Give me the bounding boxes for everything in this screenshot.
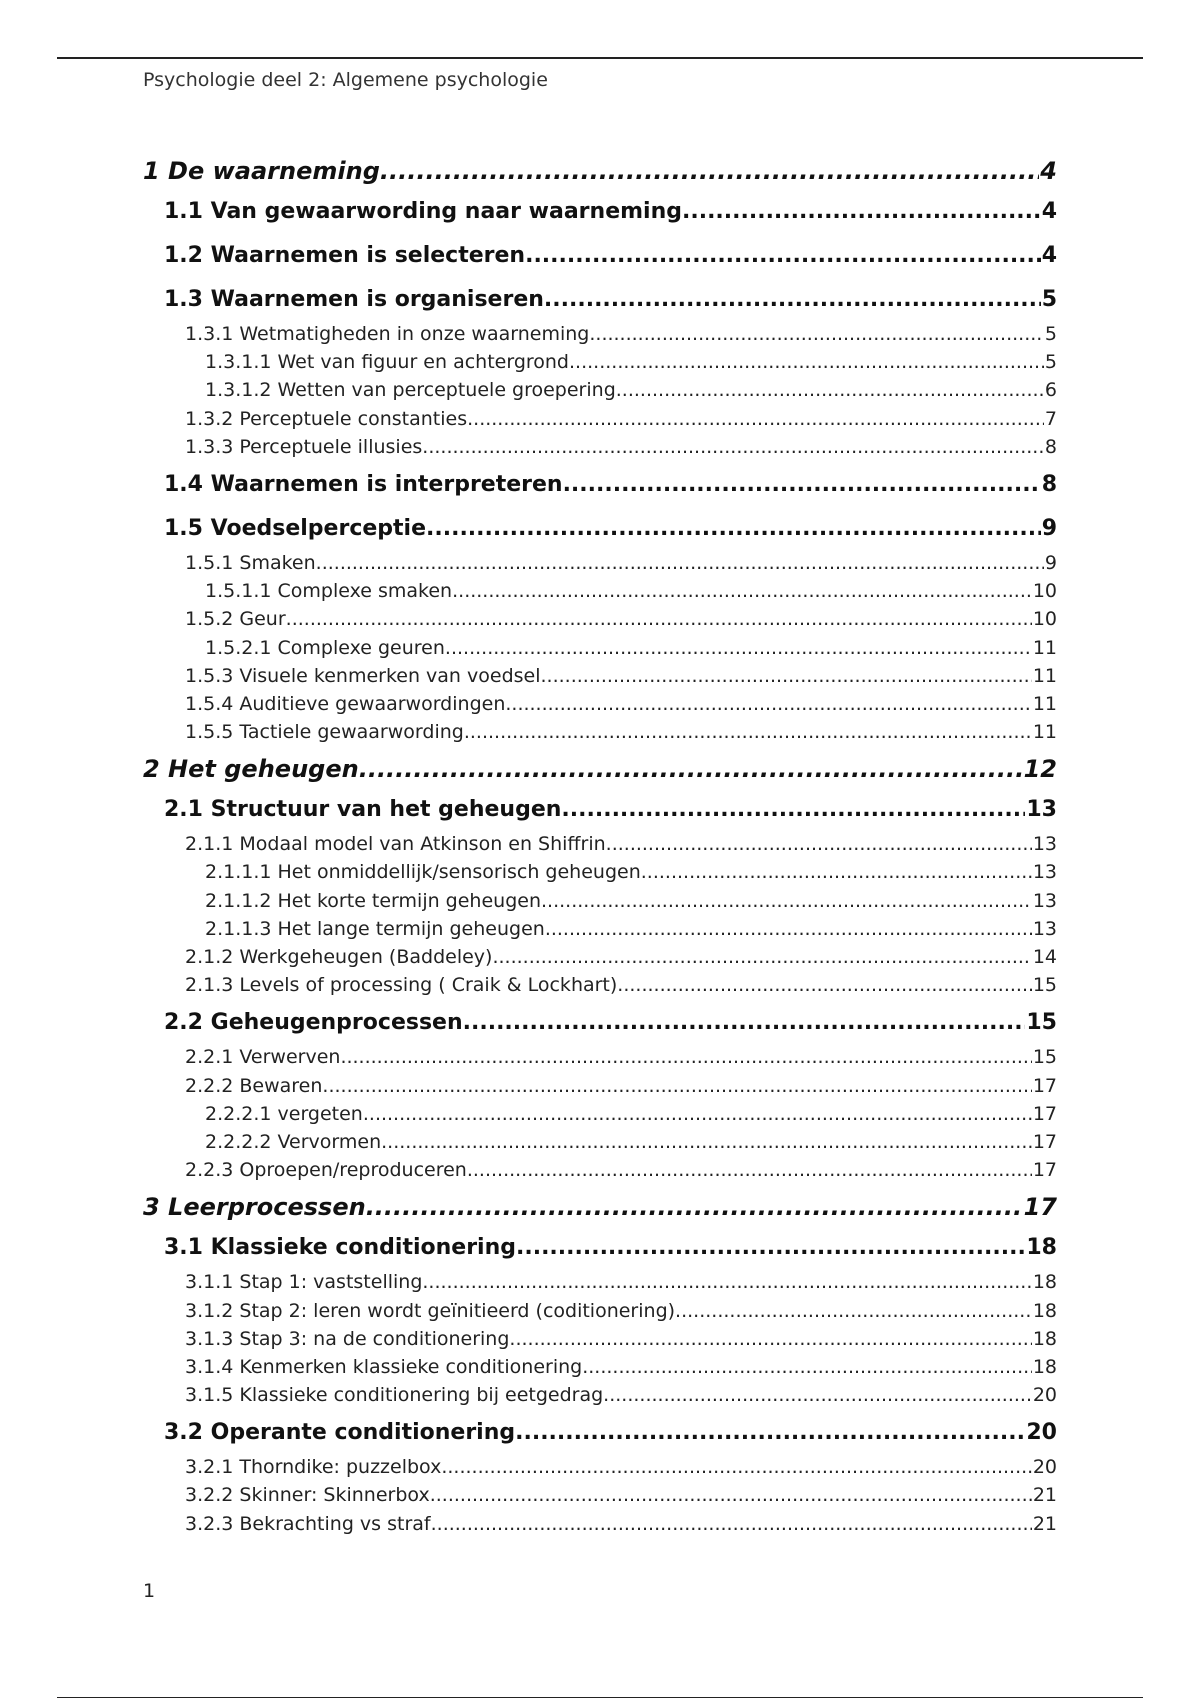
- toc-entry-leader: [603, 1381, 1032, 1409]
- toc-entry-page: 17: [1023, 1193, 1057, 1222]
- toc-entry-title: 3.2.3 Bekrachting vs straf: [185, 1512, 431, 1535]
- toc-entry-level-2[interactable]: [143, 1003, 1057, 1043]
- toc-entry-title: 3.2 Operante conditionering: [164, 1420, 516, 1446]
- toc-entry-page: 13: [1032, 917, 1057, 940]
- toc-entry-level-3[interactable]: [143, 662, 1057, 690]
- toc-entry-level-3[interactable]: [143, 1268, 1057, 1296]
- toc-entry-level-2[interactable]: [143, 236, 1057, 276]
- toc-entry-leader: [525, 236, 1041, 276]
- toc-entry-leader: [430, 1481, 1032, 1509]
- toc-entry-page: 11: [1032, 721, 1057, 744]
- toc-entry-title: 1.3.3 Perceptuele illusies: [185, 435, 423, 458]
- toc-entry-level-1[interactable]: [143, 748, 1057, 790]
- toc-entry-page: 15: [1032, 1046, 1057, 1069]
- toc-entry-page: 13: [1032, 861, 1057, 884]
- toc-entry-title: 2.2.2 Bewaren: [185, 1074, 323, 1097]
- toc-entry-page: 10: [1032, 608, 1057, 631]
- toc-entry-leader: [445, 634, 1032, 662]
- toc-entry-page: 15: [1026, 1010, 1057, 1036]
- toc-entry-page: 17: [1032, 1102, 1057, 1125]
- toc-entry-page: 18: [1032, 1355, 1057, 1378]
- toc-entry-level-1[interactable]: [143, 1186, 1057, 1228]
- toc-entry-leader: [426, 509, 1041, 549]
- toc-entry-title: 2.2.3 Oproepen/reproduceren: [185, 1159, 467, 1182]
- toc-entry-page: 10: [1032, 580, 1057, 603]
- toc-entry-level-3[interactable]: [143, 971, 1057, 999]
- toc-entry-title: 1.3 Waarnemen is organiseren: [164, 287, 544, 312]
- toc-entry-level-3[interactable]: [143, 1297, 1057, 1325]
- toc-entry-page: 17: [1032, 1159, 1057, 1182]
- toc-entry-level-3[interactable]: [143, 1156, 1057, 1184]
- toc-entry-page: 13: [1026, 797, 1057, 823]
- toc-entry-level-4[interactable]: [143, 858, 1057, 886]
- toc-entry-leader: [422, 1268, 1031, 1296]
- toc-entry-level-2[interactable]: [143, 1228, 1057, 1268]
- toc-entry-level-4[interactable]: [143, 887, 1057, 915]
- toc-entry-page: 14: [1032, 946, 1057, 968]
- header-rule: [57, 57, 1143, 59]
- toc-entry-title: 2.2 Geheugenprocessen: [164, 1010, 463, 1036]
- toc-entry-title: 1.3.1.2 Wetten van perceptuele groepering: [205, 379, 616, 402]
- toc-entry-level-3[interactable]: [143, 320, 1057, 348]
- toc-entry-leader: [675, 1297, 1032, 1325]
- toc-entry-leader: [616, 376, 1044, 404]
- toc-entry-leader: [569, 348, 1044, 376]
- toc-entry-level-3[interactable]: [143, 1381, 1057, 1409]
- toc-entry-level-3[interactable]: [143, 605, 1057, 633]
- toc-entry-leader: [515, 1413, 1025, 1453]
- toc-entry-leader: [492, 943, 1031, 971]
- toc-entry-leader: [589, 320, 1044, 348]
- toc-entry-leader: [380, 150, 1039, 192]
- toc-entry-title: 1.5.3 Visuele kenmerken van voedsel: [185, 664, 541, 687]
- toc-entry-title: 3.1.4 Kenmerken klassieke conditionering: [185, 1355, 583, 1378]
- toc-entry-level-1[interactable]: [143, 150, 1057, 192]
- toc-entry-page: 12: [1023, 755, 1057, 784]
- toc-entry-level-2[interactable]: [143, 192, 1057, 232]
- toc-entry-leader: [544, 280, 1041, 320]
- toc-entry-leader: [381, 1128, 1032, 1156]
- toc-entry-leader: [452, 577, 1032, 605]
- toc-entry-title: 3.2.2 Skinner: Skinnerbox: [185, 1484, 430, 1507]
- toc-entry-title: 2.1.1.3 Het lange termijn geheugen: [205, 917, 545, 940]
- toc-entry-title: 2.1.3 Levels of processing ( Craik & Lockhart): [185, 974, 618, 997]
- toc-entry-level-2[interactable]: [143, 280, 1057, 320]
- toc-entry-title: 2.1.1.2 Het korte termijn geheugen: [205, 889, 541, 912]
- toc-entry-level-4[interactable]: [143, 348, 1057, 376]
- toc-entry-level-4[interactable]: [143, 915, 1057, 943]
- toc-entry-page: 17: [1032, 1074, 1057, 1097]
- toc-entry-page: 13: [1032, 833, 1057, 856]
- toc-entry-level-4[interactable]: [143, 577, 1057, 605]
- toc-entry-title: 2.1.1 Modaal model van Atkinson en Shiffrin: [185, 833, 606, 856]
- toc-entry-title: 1.5.2.1 Complexe geuren: [205, 636, 445, 659]
- toc-entry-page: 13: [1032, 889, 1057, 912]
- toc-entry-page: 20: [1032, 1384, 1057, 1407]
- toc-entry-leader: [340, 1043, 1031, 1071]
- toc-entry-level-3[interactable]: [143, 405, 1057, 433]
- toc-entry-title: 3.1.5 Klassieke conditionering bij eetgedrag: [185, 1384, 604, 1407]
- toc-entry-page: 21: [1032, 1484, 1057, 1507]
- toc-entry-leader: [322, 1072, 1031, 1100]
- toc-entry-page: 17: [1032, 1130, 1057, 1153]
- toc-entry-page: 4: [1040, 157, 1057, 185]
- toc-entry-title: 2.1.1.1 Het onmiddellijk/sensorisch geheugen: [205, 861, 641, 884]
- toc-entry-page: 18: [1032, 1299, 1057, 1322]
- toc-entry-page: 7: [1044, 407, 1057, 430]
- page-number: 1: [143, 1580, 156, 1602]
- toc-entry-page: 9: [1041, 515, 1057, 541]
- toc-entry-page: 5: [1044, 323, 1057, 345]
- toc-entry-page: 8: [1041, 471, 1057, 497]
- toc-entry-level-3[interactable]: [143, 943, 1057, 971]
- toc-entry-title: 1.5.4 Auditieve gewaarwordingen: [185, 692, 506, 715]
- toc-entry-title: 2.1 Structuur van het geheugen: [164, 797, 562, 823]
- toc-entry-level-3[interactable]: [143, 433, 1057, 461]
- toc-entry-leader: [541, 662, 1032, 690]
- toc-entry-title: 1.3.1 Wetmatigheden in onze waarneming: [185, 323, 590, 345]
- toc-entry-level-2[interactable]: [143, 1413, 1057, 1453]
- toc-entry-title: 2.1.2 Werkgeheugen (Baddeley): [185, 946, 493, 968]
- toc-entry-level-4[interactable]: [143, 1100, 1057, 1128]
- toc-entry-leader: [467, 405, 1044, 433]
- toc-entry-level-4[interactable]: [143, 376, 1057, 404]
- toc-entry-title: 1.1 Van gewaarwording naar waarneming: [164, 199, 682, 224]
- toc-entry-page: 6: [1044, 379, 1057, 402]
- toc-entry-title: 1.5 Voedselperceptie: [164, 515, 427, 541]
- toc-entry-title: 3.1.3 Stap 3: na de conditionering: [185, 1327, 510, 1350]
- toc-entry-page: 18: [1032, 1271, 1057, 1294]
- toc-entry-leader: [561, 790, 1025, 830]
- toc-entry-title: 1.4 Waarnemen is interpreteren: [164, 471, 563, 497]
- toc-entry-level-3[interactable]: [143, 1043, 1057, 1071]
- toc-entry-leader: [541, 887, 1032, 915]
- toc-entry-page: 4: [1041, 243, 1057, 268]
- toc-entry-level-3[interactable]: [143, 1481, 1057, 1509]
- toc-entry-leader: [641, 858, 1032, 886]
- toc-entry-title: 2 Het geheugen: [143, 755, 359, 784]
- toc-entry-level-3[interactable]: [143, 830, 1057, 858]
- toc-entry-page: 8: [1044, 435, 1057, 458]
- toc-entry-title: 1.5.1.1 Complexe smaken: [205, 580, 453, 603]
- toc-entry-page: 15: [1032, 974, 1057, 997]
- toc-entry-level-4[interactable]: [143, 1128, 1057, 1156]
- toc-entry-title: 3 Leerprocessen: [143, 1193, 366, 1222]
- toc-entry-title: 2.2.2.1 vergeten: [205, 1102, 363, 1125]
- toc-entry-leader: [286, 605, 1032, 633]
- toc-entry-level-3[interactable]: [143, 549, 1057, 577]
- toc-entry-page: 20: [1032, 1456, 1057, 1479]
- toc-entry-title: 3.1 Klassieke conditionering: [164, 1235, 516, 1261]
- toc-entry-leader: [563, 465, 1041, 505]
- toc-entry-title: 1.5.2 Geur: [185, 608, 286, 631]
- toc-entry-leader: [617, 971, 1032, 999]
- toc-entry-level-2[interactable]: [143, 509, 1057, 549]
- toc-entry-leader: [422, 433, 1044, 461]
- toc-entry-page: 5: [1041, 287, 1057, 312]
- toc-entry-page: 18: [1026, 1235, 1057, 1261]
- toc-entry-leader: [441, 1453, 1031, 1481]
- toc-entry-level-3[interactable]: [143, 1072, 1057, 1100]
- toc-entry-title: 1 De waarneming: [143, 157, 380, 185]
- toc-entry-leader: [359, 748, 1023, 790]
- toc-entry-title: 2.2.2.2 Vervormen: [205, 1130, 382, 1153]
- footer-rule: [57, 1697, 1143, 1698]
- toc-entry-leader: [505, 690, 1031, 718]
- toc-entry-leader: [509, 1325, 1031, 1353]
- table-of-contents: [143, 150, 1057, 1538]
- toc-entry-leader: [316, 549, 1044, 577]
- toc-entry-leader: [516, 1228, 1025, 1268]
- toc-entry-leader: [606, 830, 1032, 858]
- toc-entry-page: 20: [1026, 1420, 1057, 1446]
- toc-entry-leader: [463, 1003, 1026, 1043]
- toc-entry-leader: [363, 1100, 1032, 1128]
- toc-entry-page: 11: [1032, 692, 1057, 715]
- toc-entry-level-2[interactable]: [143, 465, 1057, 505]
- toc-entry-title: 3.1.2 Stap 2: leren wordt geïnitieerd (coditionering): [185, 1299, 676, 1322]
- toc-entry-title: 1.5.5 Tactiele gewaarwording: [185, 721, 464, 744]
- toc-entry-title: 3.2.1 Thorndike: puzzelbox: [185, 1456, 442, 1479]
- toc-entry-title: 3.1.1 Stap 1: vaststelling: [185, 1271, 423, 1294]
- toc-entry-leader: [464, 718, 1032, 746]
- toc-entry-page: 11: [1032, 664, 1057, 687]
- toc-entry-level-3[interactable]: [143, 1325, 1057, 1353]
- toc-entry-page: 4: [1041, 199, 1057, 224]
- toc-entry-level-3[interactable]: [143, 690, 1057, 718]
- toc-entry-level-3[interactable]: [143, 718, 1057, 746]
- toc-entry-page: 21: [1032, 1512, 1057, 1535]
- toc-entry-title: 1.2 Waarnemen is selecteren: [164, 243, 526, 268]
- toc-entry-title: 1.3.1.1 Wet van figuur en achtergrond: [205, 351, 569, 374]
- toc-entry-page: 5: [1044, 351, 1057, 374]
- toc-entry-leader: [545, 915, 1032, 943]
- toc-entry-leader: [431, 1510, 1032, 1538]
- toc-entry-leader: [682, 192, 1041, 232]
- toc-entry-page: 18: [1032, 1327, 1057, 1350]
- toc-entry-level-3[interactable]: [143, 1453, 1057, 1481]
- toc-entry-page: 9: [1044, 551, 1057, 574]
- toc-entry-title: 2.2.1 Verwerven: [185, 1046, 341, 1069]
- toc-entry-level-2[interactable]: [143, 790, 1057, 830]
- toc-entry-level-3[interactable]: [143, 1353, 1057, 1381]
- toc-entry-leader: [366, 1186, 1023, 1228]
- toc-entry-page: 11: [1032, 636, 1057, 659]
- toc-entry-title: 1.3.2 Perceptuele constanties: [185, 407, 468, 430]
- toc-entry-level-4[interactable]: [143, 634, 1057, 662]
- toc-entry-level-3[interactable]: [143, 1510, 1057, 1538]
- toc-entry-title: 1.5.1 Smaken: [185, 551, 316, 574]
- toc-entry-leader: [467, 1156, 1032, 1184]
- toc-entry-leader: [582, 1353, 1032, 1381]
- running-header: Psychologie deel 2: Algemene psychologie: [143, 69, 548, 91]
